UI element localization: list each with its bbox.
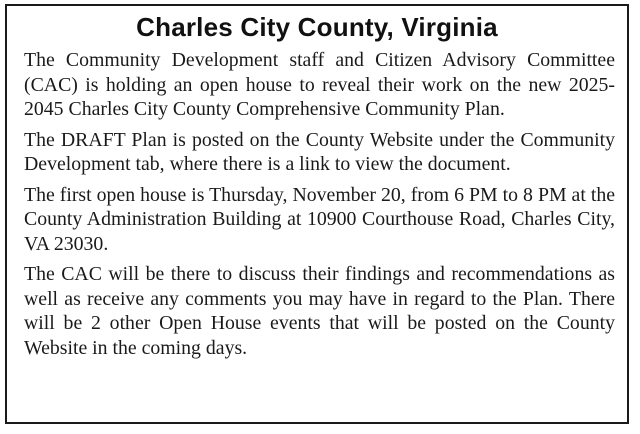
notice-title: Charles City County, Virginia [136, 12, 498, 42]
notice-paragraph-draft-plan: The DRAFT Plan is posted on the County Website under the Community Development tab, where there is a link to view the document. [24, 128, 615, 175]
notice-body [7, 48, 627, 360]
legal-notice-box [5, 4, 629, 424]
notice-paragraph-open-house-intro: The Community Development staff and Citizen Advisory Committee (CAC) is holding an open house to reveal their work on the new 2025-2045 Charles City County Comprehensive Community Plan. [24, 49, 615, 120]
notice-paragraph-event-details: The first open house is Thursday, November 20, from 6 PM to 8 PM at the County Administration Building at 10900 Courthouse Road, Charles City, VA 23030. [24, 183, 615, 255]
notice-paragraph-cac-comments: The CAC will be there to discuss their findings and recommendations as well as receive any comments you may have in regard to the Plan. There will be 2 other Open House events that will be posted on the County Website in the coming days. [24, 263, 615, 359]
